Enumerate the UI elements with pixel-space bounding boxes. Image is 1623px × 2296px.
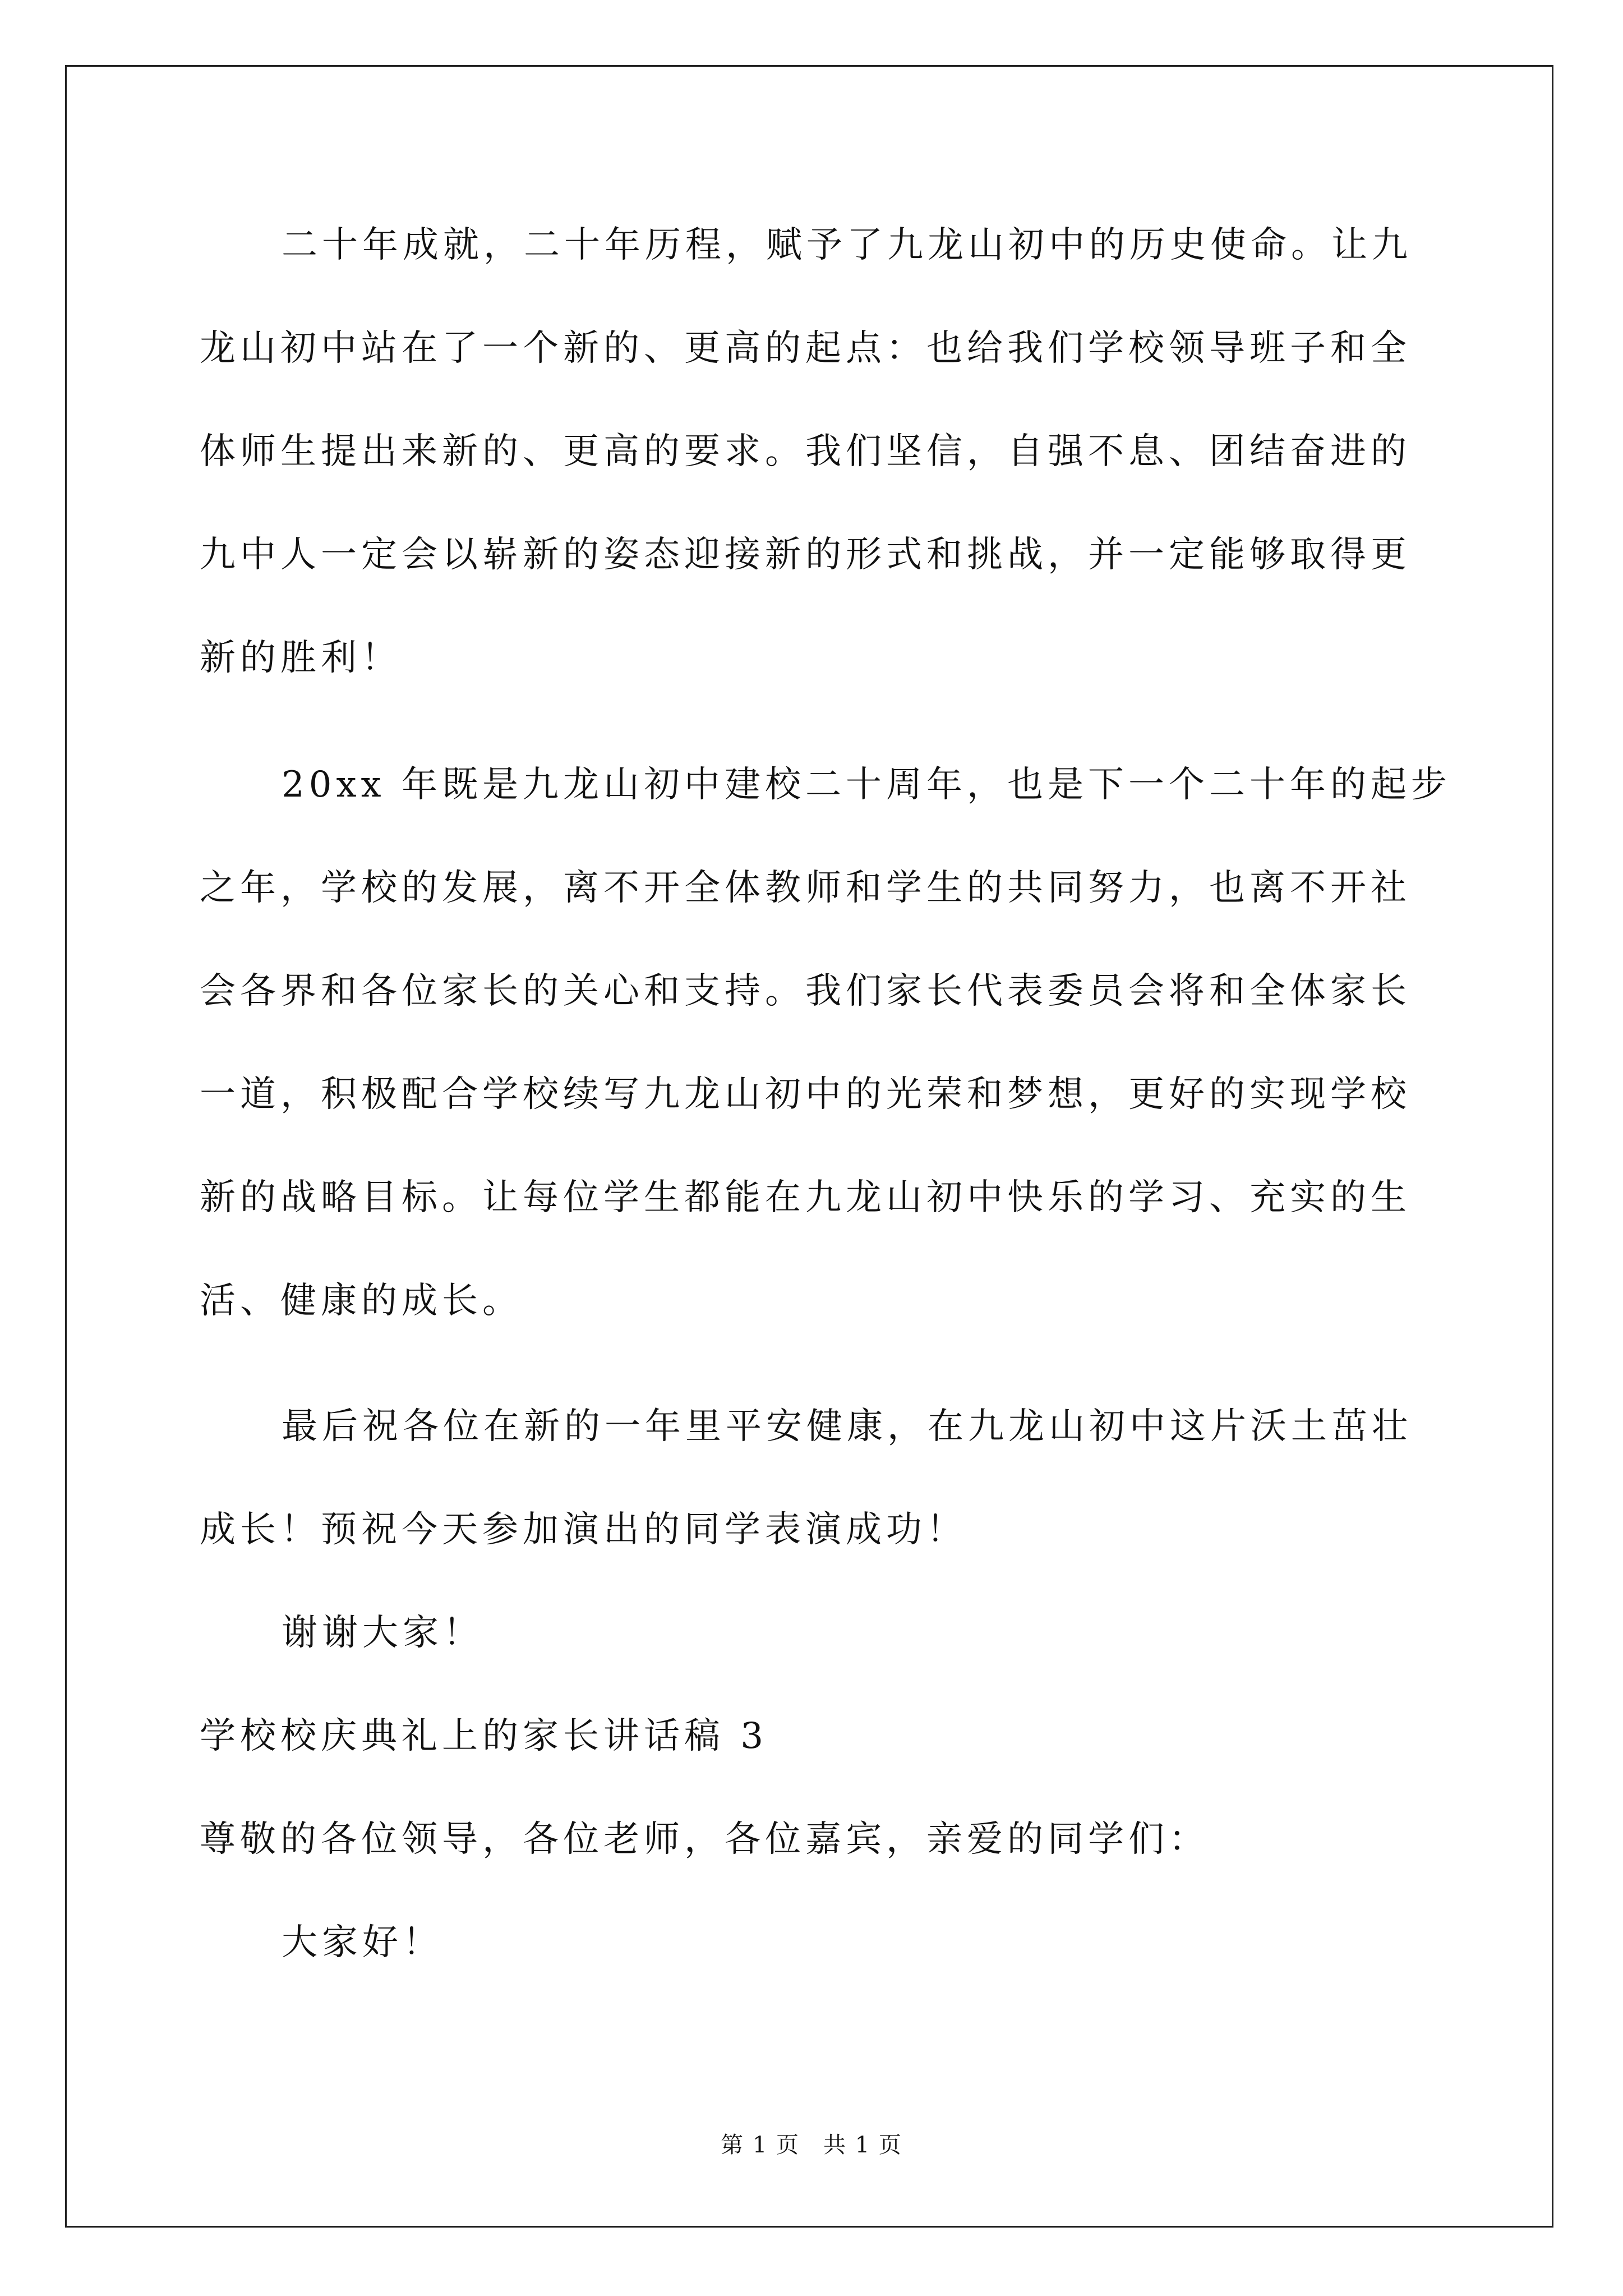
closing-line: 谢谢大家！ xyxy=(282,1612,483,1654)
paragraph-line: 会各界和各位家长的关心和支持。我们家长代表委员会将和全体家长 xyxy=(200,970,1411,1012)
paragraph-line: 龙山初中站在了一个新的、更高的起点：也给我们学校领导班子和全 xyxy=(200,328,1411,369)
paragraph-line: 二十年成就，二十年历程，赋予了九龙山初中的历史使命。让九 xyxy=(282,224,1412,266)
greeting-line: 大家好！ xyxy=(282,1922,443,1963)
paragraph-line: 成长！预祝今天参加演出的同学表演成功！ xyxy=(200,1509,967,1550)
paragraph-line: 体师生提出来新的、更高的要求。我们坚信，自强不息、团结奋进的 xyxy=(200,431,1411,472)
paragraph-line: 活、健康的成长。 xyxy=(200,1280,523,1322)
salutation-line: 尊敬的各位领导，各位老师，各位嘉宾，亲爱的同学们： xyxy=(200,1819,1209,1860)
paragraph-line: 九中人一定会以崭新的姿态迎接新的形式和挑战，并一定能够取得更 xyxy=(200,534,1411,576)
paragraph-line: 最后祝各位在新的一年里平安健康，在九龙山初中这片沃土茁壮 xyxy=(282,1406,1412,1447)
page-number: 第 1 页 共 1 页 xyxy=(721,2132,902,2158)
section-heading: 学校校庆典礼上的家长讲话稿 3 xyxy=(200,1715,768,1757)
page-border xyxy=(65,65,1553,2228)
paragraph-line: 新的胜利！ xyxy=(200,637,402,679)
paragraph-line: 之年，学校的发展，离不开全体教师和学生的共同努力，也离不开社 xyxy=(200,867,1411,909)
paragraph-line: 20xx 年既是九龙山初中建校二十周年，也是下一个二十年的起步 xyxy=(282,764,1451,806)
paragraph-line: 新的战略目标。让每位学生都能在九龙山初中快乐的学习、充实的生 xyxy=(200,1177,1411,1218)
paragraph-line: 一道，积极配合学校续写九龙山初中的光荣和梦想，更好的实现学校 xyxy=(200,1074,1411,1115)
